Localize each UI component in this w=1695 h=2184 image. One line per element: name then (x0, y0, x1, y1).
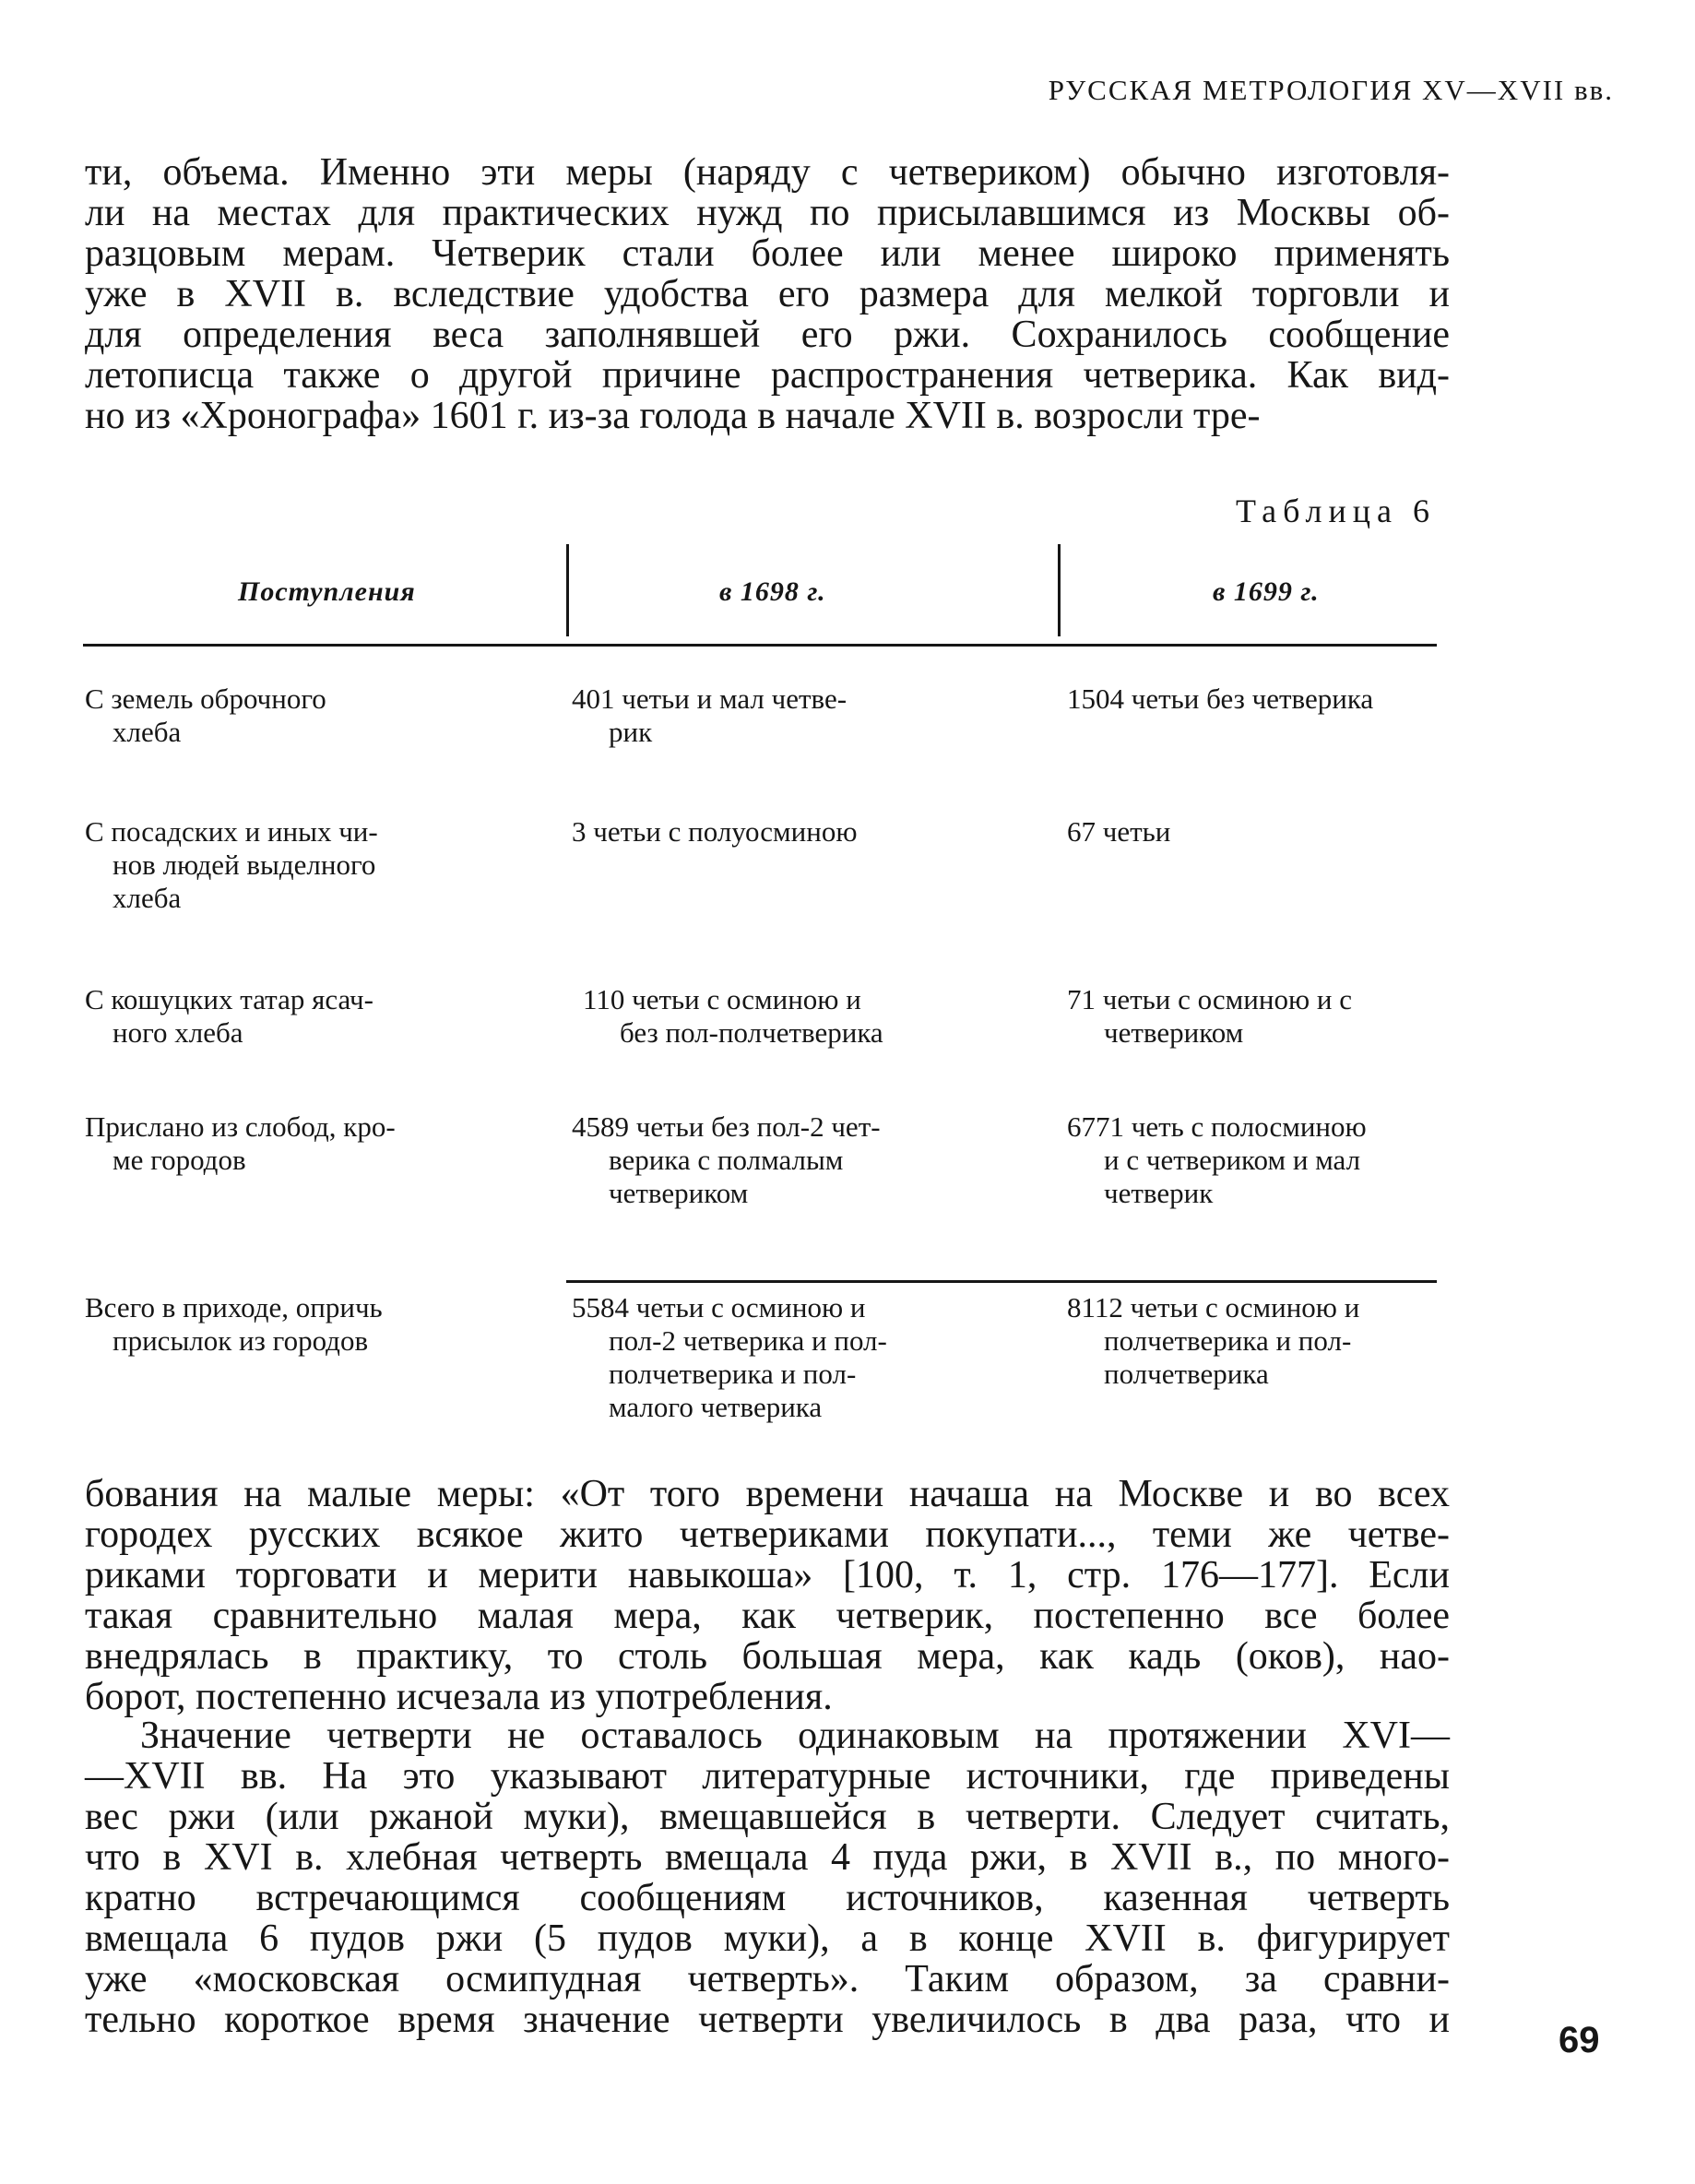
text-line: вмещала 6 пудов ржи (5 пудов муки), а в конце XVII в. фигурирует (85, 1917, 1450, 1960)
cell-line: четвериком (1104, 1016, 1244, 1049)
cell-line: 8112 четьи с осминою и (1067, 1291, 1360, 1323)
cell-line: хлеба (113, 882, 182, 914)
cell-line: 1504 четьи без четверика (1067, 682, 1374, 715)
text-line: но из «Хронографа» 1601 г. из-за голода в начале XVII в. возросли тре- (85, 395, 1261, 437)
text-line: —XVII вв. На это указывают литературные источники, где приведены (85, 1755, 1450, 1798)
table-cell-source (85, 682, 491, 749)
cell-line: четверик (1104, 1177, 1214, 1209)
table-cell-1699 (1067, 1291, 1454, 1391)
cell-line: хлеба (113, 716, 182, 748)
table-cell-1698 (572, 682, 968, 749)
text-line: кратно встречающимся сообщениям источников, казенная четверть (85, 1877, 1450, 1919)
cell-line: ного хлеба (113, 1016, 243, 1049)
table-cell-1699 (1067, 682, 1454, 716)
cell-line: верика с полмалым (609, 1144, 844, 1176)
total-rule (566, 1280, 1437, 1283)
cell-line: нов людей выделного (113, 849, 376, 881)
table-cell-source (85, 815, 491, 915)
text-line: риками торговати и мерити навыкоша» [100, т. 1, стр. 176—177]. Если (85, 1554, 1450, 1596)
paragraph-after-table (85, 1474, 1450, 1717)
text-line: тельно короткое время значение четверти увеличилось в два раза, что и (85, 1999, 1450, 2041)
text-line: летописца также о другой причине распространения четверика. Как вид- (85, 354, 1450, 397)
text-line: ли на местах для практических нужд по присылавшимся из Москвы об- (85, 192, 1450, 234)
cell-line: С кошуцких татар ясач- (85, 983, 373, 1015)
text-line: бования на малые меры: «От того времени начаша на Москве и во всех (85, 1473, 1450, 1515)
table-cell-1698 (572, 1291, 968, 1424)
text-line: Значение четверти не оставалось одинаковым на протяжении XVI— (140, 1715, 1450, 1757)
text-line: уже «московская осмипудная четверть». Таким образом, за сравни- (85, 1958, 1450, 2000)
table-header (0, 544, 1695, 646)
table-cell-source (85, 1110, 491, 1177)
cell-line: ме городов (113, 1144, 246, 1176)
text-line: такая сравнительно малая мера, как четверик, постепенно все более (85, 1595, 1450, 1637)
cell-line: четвериком (609, 1177, 749, 1209)
text-line: разцовым мерам. Четверик стали более или менее широко применять (85, 232, 1450, 275)
cell-line: 5584 четьи с осминою и (572, 1291, 866, 1323)
text-line: уже в XVII в. вследствие удобства его размера для мелкой торговли и (85, 273, 1450, 315)
cell-line: 71 четьи с осминою и с (1067, 983, 1352, 1015)
table-cell-1698 (572, 815, 968, 849)
running-head: РУССКАЯ МЕТРОЛОГИЯ XV—XVII вв. (1048, 74, 1614, 106)
text-line: что в XVI в. хлебная четверть вмещала 4 пуда ржи, в XVII в., по много- (85, 1836, 1450, 1879)
cell-line: полчетверика и пол- (1104, 1324, 1352, 1357)
header-rule (83, 644, 1437, 647)
header-sources: Поступления (238, 576, 416, 607)
text-line: для определения веса заполнявшей его ржи. Сохранилось сообщение (85, 314, 1450, 356)
cell-line: 6771 четь с полосминою (1067, 1110, 1367, 1143)
table-cell-1699 (1067, 1110, 1454, 1210)
cell-line: 401 четьи и мал четве- (572, 682, 848, 715)
text-line: городех русских всякое жито четвериками покупати..., теми же четве- (85, 1513, 1450, 1556)
cell-line: 4589 четьи без пол-2 чет- (572, 1110, 881, 1143)
table-cell-1698 (572, 1110, 968, 1210)
cell-line: малого четверика (609, 1391, 823, 1423)
cell-line: Прислано из слобод, кро- (85, 1110, 396, 1143)
text-line: борот, постепенно исчезала из употребления. (85, 1676, 833, 1718)
table-cell-1699 (1067, 983, 1454, 1050)
column-divider (1058, 544, 1061, 636)
header-1699: в 1699 г. (1213, 576, 1320, 607)
cell-line: 3 четьи с полуосминою (572, 815, 858, 848)
table-cell-1698 (583, 983, 979, 1050)
table-cell-source (85, 983, 491, 1050)
table-cell-source (85, 1291, 491, 1358)
cell-line: пол-2 четверика и пол- (609, 1324, 887, 1357)
cell-line: полчетверика и пол- (609, 1358, 857, 1390)
cell-line: 67 четьи (1067, 815, 1171, 848)
cell-line: и с четвериком и мал (1104, 1144, 1361, 1176)
cell-line: присылок из городов (113, 1324, 369, 1357)
page-number: 69 (1559, 2020, 1600, 2060)
cell-line: Всего в приходе, опричь (85, 1291, 383, 1323)
header-1698: в 1698 г. (719, 576, 826, 607)
cell-line: рик (609, 716, 653, 748)
cell-line: С земель оброчного (85, 682, 326, 715)
cell-line: 110 четьи с осминою и (583, 983, 861, 1015)
cell-line: С посадских и иных чи- (85, 815, 378, 848)
paragraph-final (85, 1715, 1450, 2040)
text-line: ти, объема. Именно эти меры (наряду с четвериком) обычно изготовля- (85, 151, 1450, 194)
table-caption: Таблица 6 (1236, 493, 1436, 529)
cell-line: полчетверика (1104, 1358, 1269, 1390)
table-cell-1699 (1067, 815, 1454, 849)
column-divider (566, 544, 569, 636)
text-line: вес ржи (или ржаной муки), вмещавшейся в четверти. Следует считать, (85, 1796, 1450, 1838)
cell-line: без пол-полчетверика (620, 1016, 883, 1049)
text-line: внедрялась в практику, то столь большая мера, как кадь (оков), нао- (85, 1635, 1450, 1678)
paragraph-top (85, 152, 1450, 436)
